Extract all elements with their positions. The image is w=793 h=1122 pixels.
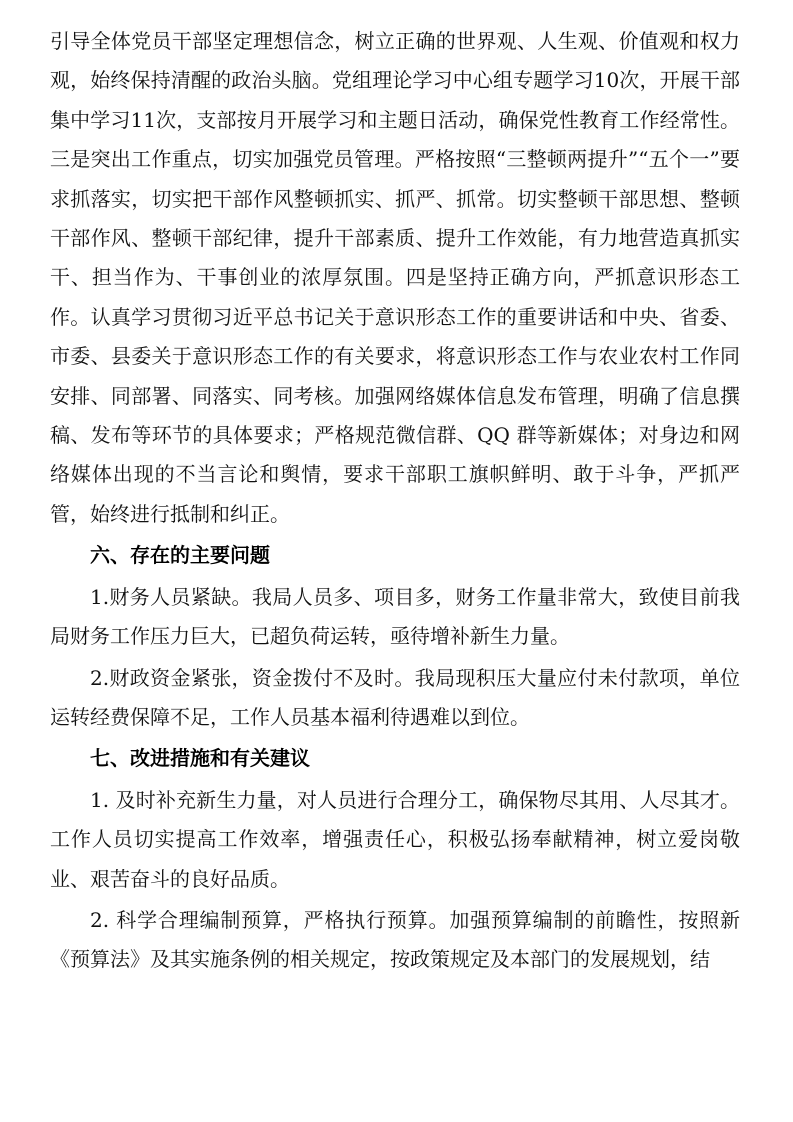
paragraph-measure-1: 1. 及时补充新生力量，对人员进行合理分工，确保物尽其用、人尽其才。工作人员切实提高工作效率，增强责任心，积极弘扬奉献精神，树立爱岗敬业、艰苦奋斗的良好品质。 (50, 787, 740, 891)
section-heading-six: 六、存在的主要问题 (90, 543, 270, 568)
paragraph-continuation: 引导全体党员干部坚定理想信念，树立正确的世界观、人生观、价值观和权力观，始终保持清醒的政治头脑。党组理论学习中心组专题学习10次，开展干部集中学习11次，支部按月开展学习和主题日活动，确保党性教育工作经常性。三是突出工作重点，切实加强党员管理。严格按照“三整顿两提升”“五个一”要求抓落实，切实把干部作风整顿抓实、抓严、抓常。切实整顿干部思想、整顿干部作风、整顿干部纪律，提升干部素质、提升工作效能，有力地营造真抓实干、担当作为、干事创业的浓厚氛围。四是坚持正确方向，严抓意识形态工作。认真学习贯彻习近平总书记关于意识形态工作的重要讲话和中央、省委、市委、县委关于意识形态工作的有关要求，将意识形态工作与农业农村工作同安排、同部署、同落实、同考核。加强网络媒体信息发布管理，明确了信息撰稿、发布等环节的具体要求；严格规范微信群、QQ 群等新媒体；对身边和网络媒体出现的不当言论和舆情，要求干部职工旗帜鲜明、敢于斗争，严抓严管，始终进行抵制和纠正。 (50, 29, 740, 526)
section-heading-seven: 七、改进措施和有关建议 (90, 746, 310, 771)
paragraph-problem-1: 1.财务人员紧缺。我局人员多、项目多，财务工作量非常大，致使目前我局财务工作压力巨大，已超负荷运转，亟待增补新生力量。 (50, 584, 740, 649)
document-body (50, 22, 740, 980)
paragraph-measure-2: 2. 科学合理编制预算，严格执行预算。加强预算编制的前瞻性，按照新《预算法》及其实施条例的相关规定，按政策规定及本部门的发展规划，结 (50, 907, 740, 972)
paragraph-problem-2: 2.财政资金紧张，资金拨付不及时。我局现积压大量应付未付款项，单位运转经费保障不足，工作人员基本福利待遇难以到位。 (50, 665, 740, 729)
